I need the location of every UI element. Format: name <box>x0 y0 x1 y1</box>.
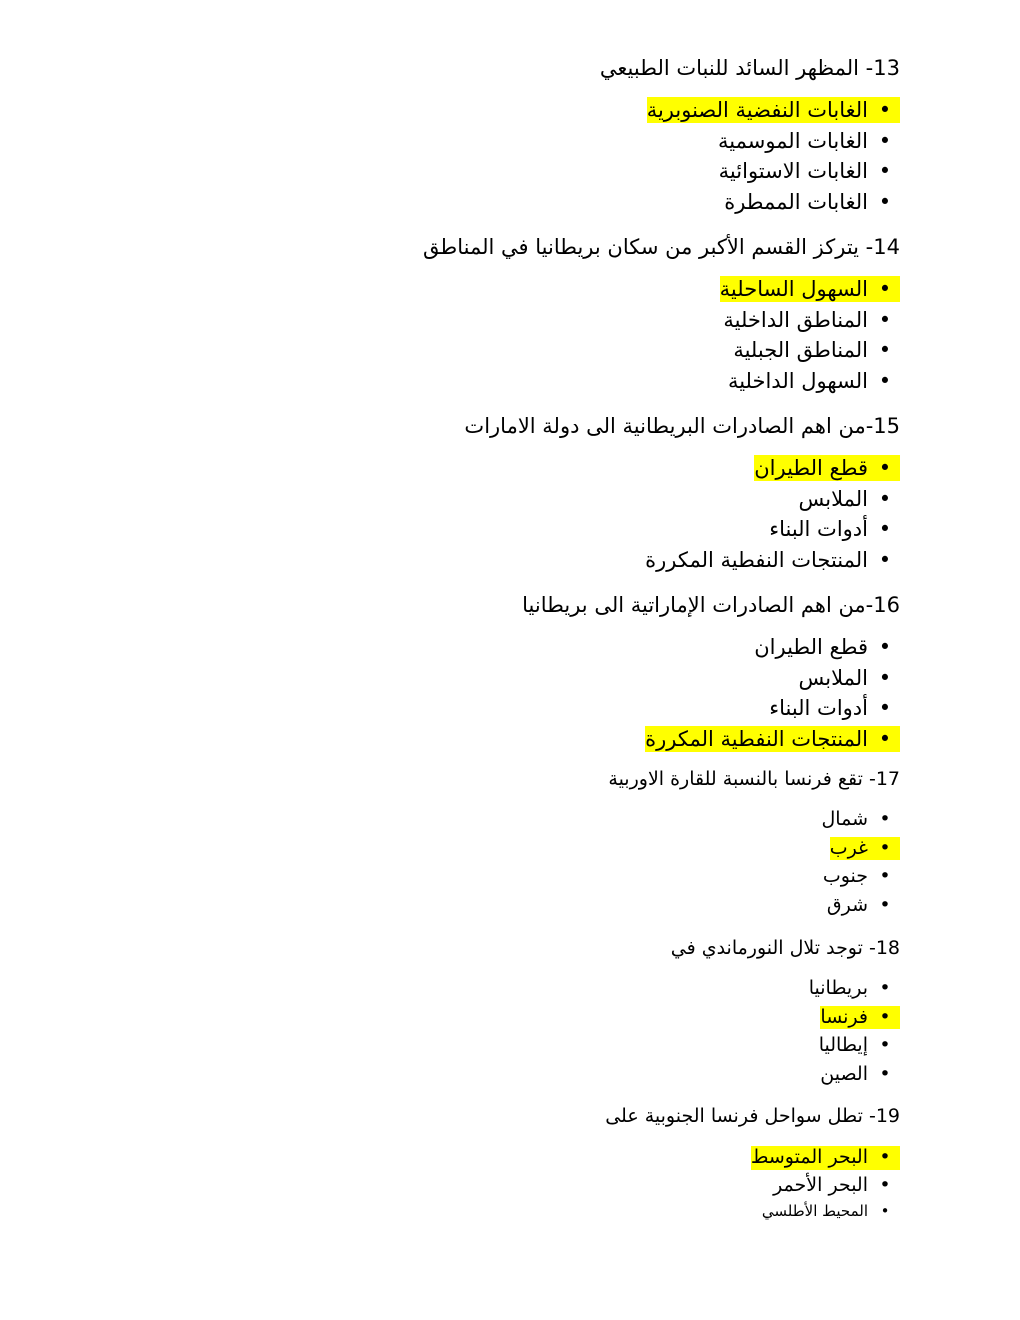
bullet-icon: • <box>878 307 892 332</box>
question-18: 18- توجد تلال النورماندي في <box>670 937 900 959</box>
option-item: • المناطق الداخلية <box>720 307 870 338</box>
options-18 <box>808 977 891 1091</box>
bullet-icon: • <box>878 486 892 511</box>
options-19 <box>750 1146 891 1230</box>
option-item: • المناطق الجبلية <box>720 337 870 368</box>
bullet-icon: • <box>878 189 892 214</box>
option-item: • غرب <box>822 837 871 866</box>
bullet-icon: • <box>879 1062 891 1085</box>
option-item: • الملابس <box>645 665 870 696</box>
option-item: • شمال <box>822 808 871 837</box>
bullet-icon: • <box>878 128 892 153</box>
option-item: • الصين <box>809 1063 870 1092</box>
option-item: • المنتجات النفطية المكررة <box>645 726 870 757</box>
option-item: • السهول الداخلية <box>720 368 870 399</box>
options-13 <box>646 97 892 219</box>
option-item: • جنوب <box>822 865 871 894</box>
question-14: 14- يتركز القسم الأكبر من سكان بريطانيا في المناطق <box>423 235 900 259</box>
bullet-icon: • <box>880 1202 890 1220</box>
option-item: • الغابات النفضية الصنوبرية <box>647 97 870 128</box>
options-14 <box>719 276 892 398</box>
bullet-icon: • <box>878 368 892 393</box>
option-item: • أدوات البناء <box>645 516 870 547</box>
option-item: • قطع الطيران <box>645 634 870 665</box>
bullet-icon: • <box>870 97 900 123</box>
bullet-icon: • <box>878 665 892 690</box>
option-item: • إيطاليا <box>809 1034 870 1063</box>
option-item: • البحر الأحمر <box>751 1174 870 1202</box>
option-item: • فرنسا <box>809 1006 870 1035</box>
bullet-icon: • <box>879 977 891 999</box>
options-16 <box>645 634 892 756</box>
option-item: • المنتجات النفطية المكررة <box>645 547 870 578</box>
option-item: • البحر المتوسط <box>751 1146 870 1174</box>
bullet-icon: • <box>878 547 892 572</box>
bullet-icon: • <box>878 159 892 183</box>
bullet-icon: • <box>870 726 900 752</box>
bullet-icon: • <box>879 893 891 916</box>
bullet-icon: • <box>870 276 900 302</box>
bullet-icon: • <box>870 1146 900 1170</box>
question-17: 17- تقع فرنسا بالنسبة للقارة الاوربية <box>608 768 900 790</box>
question-13: 13- المظهر السائد للنبات الطبيعي <box>599 56 900 80</box>
bullet-icon: • <box>870 837 900 861</box>
bullet-icon: • <box>878 635 892 659</box>
option-item: • قطع الطيران <box>645 455 870 486</box>
bullet-icon: • <box>870 1006 900 1030</box>
option-item: • المحيط الأطلسي <box>751 1202 870 1230</box>
question-16: 16-من اهم الصادرات الإماراتية الى بريطانيا <box>522 593 900 617</box>
bullet-icon: • <box>878 517 892 541</box>
options-15 <box>645 455 892 577</box>
bullet-icon: • <box>878 696 892 720</box>
bullet-icon: • <box>879 1174 891 1196</box>
question-19: 19- تطل سواحل فرنسا الجنوبية على <box>605 1105 900 1127</box>
question-15: 15-من اهم الصادرات البريطانية الى دولة الامارات <box>464 414 900 438</box>
option-item: • الغابات الممطرة <box>647 189 870 220</box>
bullet-icon: • <box>879 865 891 887</box>
option-item: • أدوات البناء <box>645 695 870 726</box>
option-item: • الغابات الاستوائية <box>647 158 870 189</box>
option-item: • بريطانيا <box>809 977 870 1006</box>
option-item: • الملابس <box>645 486 870 517</box>
bullet-icon: • <box>870 455 900 481</box>
option-item: • الغابات الموسمية <box>647 128 870 159</box>
bullet-icon: • <box>878 338 892 362</box>
bullet-icon: • <box>879 1034 891 1056</box>
option-item: • السهول الساحلية <box>720 276 870 307</box>
options-17 <box>821 808 891 922</box>
option-item: • شرق <box>822 894 871 923</box>
bullet-icon: • <box>879 808 891 830</box>
